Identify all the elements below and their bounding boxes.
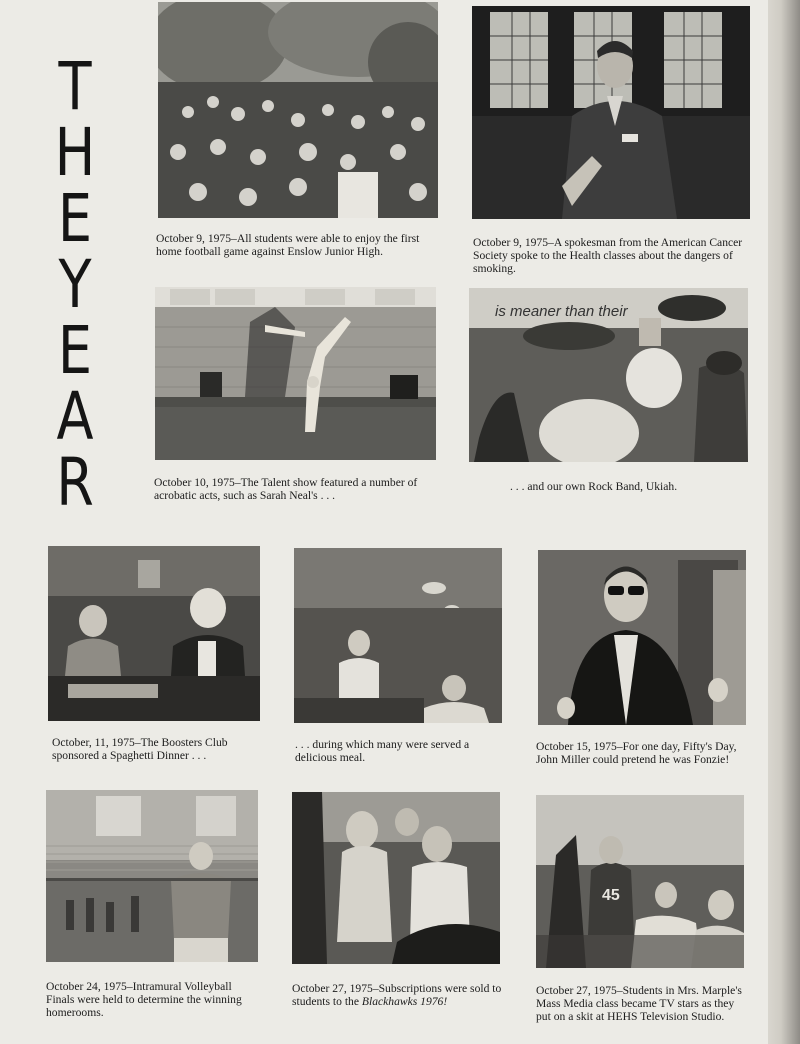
caption-boosters-club: October, 11, 1975–The Boosters Club sponsored a Spaghetti Dinner . . .: [52, 736, 228, 762]
photo-rock-band: [469, 288, 748, 462]
caption-subscriptions: [292, 982, 502, 1008]
photo-volleyball: [46, 790, 258, 962]
caption-subscriptions-text: October 27, 1975–Subscriptions were sold to students to the: [292, 982, 502, 1008]
photo-acrobat: [155, 287, 436, 460]
title-letter-e: E: [57, 180, 93, 257]
caption-mass-media: October 27, 1975–Students in Mrs. Marple's Mass Media class became TV stars as they put on a skit at HEHS Television Studio.: [536, 984, 742, 1023]
banner-text: is meaner than their: [495, 303, 628, 320]
photo-boosters-club: [48, 546, 260, 721]
photo-fonzie: [538, 550, 746, 725]
jersey-number: 45: [602, 887, 620, 904]
caption-rock-band: . . . and our own Rock Band, Ukiah.: [510, 480, 678, 493]
photo-football-crowd: [158, 2, 438, 218]
caption-speaker: October 9, 1975–A spokesman from the American Cancer Society spoke to the Health classes about the dangers of smoking.: [473, 236, 743, 275]
caption-volleyball: October 24, 1975–Intramural Volleyball Finals were held to determine the winning homerooms.: [46, 980, 242, 1019]
title-letter-e2: E: [57, 312, 93, 389]
caption-football: October 9, 1975–All students were able to enjoy the first home football game against Enslow Junior High.: [156, 232, 420, 258]
title-letter-h: H: [54, 114, 96, 191]
caption-talent-show: October 10, 1975–The Talent show featured a number of acrobatic acts, such as Sarah Neal's . . .: [154, 476, 418, 502]
title-letter-a: A: [56, 378, 94, 455]
photo-mass-media-class: [536, 795, 744, 968]
title-letter-r: R: [56, 444, 94, 521]
caption-meal: . . . during which many were served a delicious meal.: [295, 738, 470, 764]
photo-subscriptions: [292, 792, 500, 964]
photo-speaker: [472, 6, 750, 219]
page-edge: [768, 0, 800, 1044]
photo-spaghetti-meal: [294, 548, 502, 723]
caption-subscriptions-italic: Blackhawks 1976!: [361, 995, 448, 1008]
title-letter-t: T: [58, 48, 92, 125]
title-letter-y: Y: [58, 246, 92, 323]
caption-fonzie: October 15, 1975–For one day, Fifty's Day, John Miller could pretend he was Fonzie!: [536, 740, 737, 766]
